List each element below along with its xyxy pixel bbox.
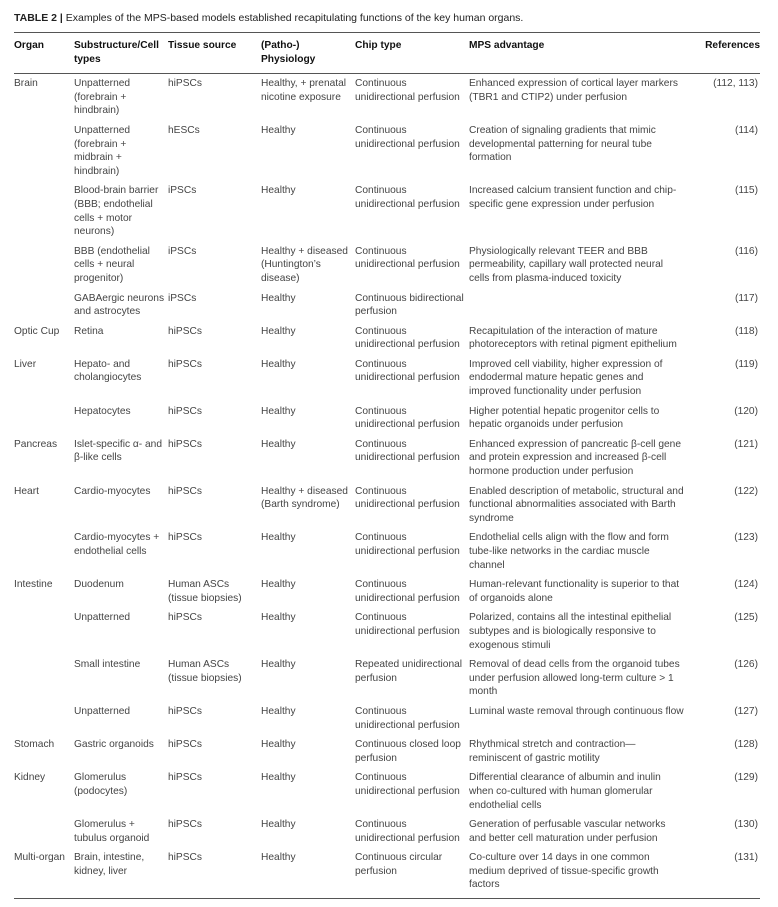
cell-chip-type: Continuous circular perfusion <box>355 848 469 898</box>
cell-substructure: Glomerulus (podocytes) <box>74 772 128 797</box>
cell-substructure: Cardio-myocytes <box>74 485 151 497</box>
cell-physiology: Healthy <box>261 358 296 370</box>
cell-physiology: Healthy <box>261 325 296 337</box>
cell-mps-advantage: Higher potential hepatic progenitor cells to hepatic organoids under perfusion <box>469 405 660 431</box>
table-caption-label: TABLE 2 | <box>14 12 63 24</box>
cell-mps-advantage: Enhanced expression of cortical layer markers (TBR1 and CTIP2) under perfusion <box>469 78 678 103</box>
header-substructure: Substructure/Cell types <box>74 33 168 74</box>
cell-physiology: Healthy <box>261 739 296 751</box>
cell-substructure: Hepatocytes <box>74 405 131 417</box>
table-row <box>14 768 760 815</box>
cell-references: (126) <box>734 659 758 671</box>
cell-substructure: Cardio-myocytes + endothelial cells <box>74 532 160 557</box>
cell-mps-advantage: Differential clearance of albumin and inulin when co-cultured with human glomerular endothelial cells <box>469 772 661 811</box>
cell-chip-type: Continuous unidirectional perfusion <box>355 358 460 384</box>
cell-substructure: BBB (endothelial cells + neural progenitor) <box>74 245 150 284</box>
cell-organ <box>14 121 74 181</box>
cell-mps-advantage <box>469 289 687 322</box>
cell-tissue-source: hiPSCs <box>168 438 202 450</box>
cell-tissue-source: hiPSCs <box>168 612 202 624</box>
cell-substructure: Gastric organoids <box>74 739 154 751</box>
cell-physiology: Healthy + diseased (Huntington’s disease) <box>261 245 348 284</box>
cell-physiology: Healthy <box>261 848 355 898</box>
cell-chip-type: Continuous unidirectional perfusion <box>355 612 460 637</box>
cell-physiology: Healthy <box>261 705 296 717</box>
table-row <box>14 435 760 482</box>
table-row <box>14 528 760 575</box>
cell-chip-type: Continuous unidirectional perfusion <box>355 325 460 351</box>
table-body <box>14 74 760 899</box>
cell-references: (119) <box>734 358 758 370</box>
mps-models-table <box>14 32 760 899</box>
cell-substructure: Duodenum <box>74 579 124 591</box>
cell-organ <box>14 181 74 241</box>
cell-substructure: Small intestine <box>74 659 141 671</box>
cell-mps-advantage: Creation of signaling gradients that mimic developmental patterning for neural tube formation <box>469 124 656 164</box>
cell-chip-type: Continuous unidirectional perfusion <box>355 438 460 464</box>
cell-chip-type: Continuous unidirectional perfusion <box>355 772 460 797</box>
table-caption <box>14 12 764 24</box>
table-caption-text: Examples of the MPS-based models established recapitulating functions of the key human organs. <box>62 12 524 24</box>
cell-references: (127) <box>734 705 758 717</box>
cell-organ: Liver <box>14 358 37 370</box>
cell-organ: Kidney <box>14 772 46 784</box>
cell-chip-type: Continuous unidirectional perfusion <box>355 485 460 511</box>
cell-physiology: Healthy <box>261 532 296 544</box>
cell-physiology: Healthy <box>261 292 296 304</box>
cell-tissue-source: hiPSCs <box>168 485 202 497</box>
cell-chip-type: Continuous bidirectional perfusion <box>355 292 464 318</box>
cell-mps-advantage: Improved cell viability, higher expression of endodermal mature hepatic genes and improved functionality under perfusion <box>469 358 663 398</box>
cell-references: (124) <box>734 579 758 591</box>
header-tissue-source: Tissue source <box>168 33 261 74</box>
cell-substructure: Retina <box>74 325 104 337</box>
cell-mps-advantage: Removal of dead cells from the organoid tubes under perfusion allowed long-term culture > 1 month <box>469 659 680 698</box>
cell-chip-type: Continuous unidirectional perfusion <box>355 532 460 557</box>
cell-organ: Brain <box>14 78 38 90</box>
cell-references: (120) <box>734 405 758 417</box>
cell-substructure: Unpatterned <box>74 612 131 624</box>
cell-mps-advantage: Physiologically relevant TEER and BBB permeability, capillary wall protected neural cells from plasma-induced toxicity <box>469 245 664 284</box>
cell-tissue-source: hiPSCs <box>168 739 202 751</box>
cell-chip-type: Continuous unidirectional perfusion <box>355 185 460 210</box>
cell-organ <box>14 402 74 435</box>
cell-tissue-source: hiPSCs <box>168 405 202 417</box>
cell-mps-advantage: Enhanced expression of pancreatic β-cell gene and protein expression and increased β-cell hormone production under perfusion <box>469 438 682 478</box>
cell-references: (118) <box>734 325 758 337</box>
header-physiology: (Patho-) Physiology <box>261 33 355 74</box>
cell-references: (112, 113) <box>713 78 758 90</box>
cell-mps-advantage: Rhythmical stretch and contraction—reminiscent of gastric motility <box>469 739 636 764</box>
cell-physiology: Healthy, + prenatal nicotine exposure <box>261 78 347 103</box>
cell-references: (116) <box>734 245 758 257</box>
cell-tissue-source: hiPSCs <box>168 819 202 831</box>
table-row <box>14 575 760 608</box>
cell-physiology: Healthy <box>261 185 296 197</box>
cell-chip-type: Continuous unidirectional perfusion <box>355 405 460 431</box>
table-row <box>14 735 760 768</box>
cell-chip-type: Continuous closed loop perfusion <box>355 739 461 764</box>
cell-tissue-source: hiPSCs <box>168 325 202 337</box>
cell-physiology: Healthy <box>261 659 296 671</box>
cell-substructure: Unpatterned <box>74 705 131 717</box>
cell-mps-advantage: Polarized, contains all the intestinal epithelial subtypes and is biologically responsive to exogenous stimuli <box>469 612 672 651</box>
table-row <box>14 402 760 435</box>
cell-organ <box>14 702 74 735</box>
cell-references: (122) <box>734 485 758 497</box>
cell-mps-advantage: Co-culture over 14 days in one common medium deprived of tissue-specific growth factors <box>469 848 687 898</box>
table-header <box>14 33 760 74</box>
cell-tissue-source: Human ASCs (tissue biopsies) <box>168 579 242 604</box>
cell-substructure: Glomerulus + tubulus organoid <box>74 819 150 844</box>
cell-references: (114) <box>734 124 758 136</box>
table-row <box>14 815 760 848</box>
cell-physiology: Healthy <box>261 124 296 136</box>
cell-organ: Multi-organ <box>14 848 74 898</box>
cell-mps-advantage: Endothelial cells align with the flow and form tube-like networks in the cardiac muscle channel <box>469 532 669 571</box>
table-row <box>14 181 760 241</box>
cell-mps-advantage: Recapitulation of the interaction of mature photoreceptors with retinal pigment epithelium <box>469 325 677 351</box>
cell-references: (121) <box>734 438 758 450</box>
table-row <box>14 242 760 289</box>
cell-substructure: GABAergic neurons and astrocytes <box>74 292 165 318</box>
cell-physiology: Healthy <box>261 579 296 591</box>
table-row <box>14 74 760 121</box>
cell-tissue-source: iPSCs <box>168 185 197 197</box>
cell-chip-type: Continuous unidirectional perfusion <box>355 819 460 844</box>
cell-physiology: Healthy <box>261 819 296 831</box>
cell-tissue-source: hiPSCs <box>168 705 202 717</box>
cell-substructure: Blood-brain barrier (BBB; endothelial cells + motor neurons) <box>74 185 159 238</box>
cell-mps-advantage: Increased calcium transient function and chip-specific gene expression under perfusion <box>469 185 677 210</box>
cell-chip-type: Continuous unidirectional perfusion <box>355 705 460 731</box>
cell-tissue-source: hiPSCs <box>168 848 261 898</box>
table-row <box>14 608 760 655</box>
cell-physiology: Healthy <box>261 772 296 784</box>
cell-tissue-source: hiPSCs <box>168 78 202 90</box>
cell-physiology: Healthy <box>261 612 296 624</box>
cell-substructure: Unpatterned (forebrain + midbrain + hindbrain) <box>74 124 131 177</box>
cell-tissue-source: hiPSCs <box>168 772 202 784</box>
cell-references: (125) <box>734 612 758 624</box>
cell-references: (131) <box>687 848 760 898</box>
cell-mps-advantage: Human-relevant functionality is superior to that of organoids alone <box>469 579 680 604</box>
table-row <box>14 121 760 181</box>
cell-organ <box>14 528 74 575</box>
cell-tissue-source: hESCs <box>168 124 200 136</box>
cell-organ <box>14 815 74 848</box>
cell-organ: Stomach <box>14 739 55 751</box>
cell-references: (115) <box>734 185 758 197</box>
cell-physiology: Healthy <box>261 438 296 450</box>
cell-mps-advantage: Generation of perfusable vascular networks and better cell maturation under perfusion <box>469 819 666 844</box>
cell-references: (117) <box>734 292 758 304</box>
table-row <box>14 848 760 898</box>
header-row <box>14 33 760 74</box>
cell-references: (123) <box>734 532 758 544</box>
cell-chip-type: Repeated unidirectional perfusion <box>355 659 463 684</box>
cell-organ <box>14 242 74 289</box>
header-organ: Organ <box>14 33 74 74</box>
cell-organ: Intestine <box>14 579 53 591</box>
table-row <box>14 289 760 322</box>
table-row <box>14 322 760 355</box>
cell-physiology: Healthy <box>261 405 296 417</box>
cell-organ: Optic Cup <box>14 325 60 337</box>
cell-tissue-source: Human ASCs (tissue biopsies) <box>168 659 242 684</box>
header-mps-advantage: MPS advantage <box>469 33 687 74</box>
table-row <box>14 355 760 402</box>
cell-substructure: Unpatterned (forebrain + hindbrain) <box>74 78 131 117</box>
cell-tissue-source: iPSCs <box>168 245 197 257</box>
cell-references: (129) <box>734 772 758 784</box>
table-row <box>14 482 760 529</box>
cell-organ <box>14 608 74 655</box>
header-references: References <box>687 33 760 74</box>
cell-physiology: Healthy + diseased (Barth syndrome) <box>261 485 348 511</box>
cell-chip-type: Continuous unidirectional perfusion <box>355 124 460 150</box>
cell-organ <box>14 289 74 322</box>
cell-substructure: Islet-specific α- and β-like cells <box>74 438 162 464</box>
cell-tissue-source: iPSCs <box>168 292 197 304</box>
cell-organ <box>14 655 74 702</box>
cell-chip-type: Continuous unidirectional perfusion <box>355 78 460 103</box>
cell-organ: Pancreas <box>14 438 58 450</box>
cell-mps-advantage: Enabled description of metabolic, structural and functional abnormalities associated with Barth syndrome <box>469 485 684 524</box>
cell-chip-type: Continuous unidirectional perfusion <box>355 245 460 271</box>
cell-substructure: Hepato- and cholangiocytes <box>74 358 142 384</box>
cell-mps-advantage: Luminal waste removal through continuous flow <box>469 705 684 717</box>
table-row <box>14 702 760 735</box>
cell-tissue-source: hiPSCs <box>168 532 202 544</box>
cell-tissue-source: hiPSCs <box>168 358 202 370</box>
cell-substructure: Brain, intestine, kidney, liver <box>74 848 168 898</box>
cell-references: (128) <box>734 739 758 751</box>
cell-references: (130) <box>734 819 758 831</box>
cell-chip-type: Continuous unidirectional perfusion <box>355 579 460 604</box>
table-row <box>14 655 760 702</box>
cell-organ: Heart <box>14 485 39 497</box>
header-chip-type: Chip type <box>355 33 469 74</box>
